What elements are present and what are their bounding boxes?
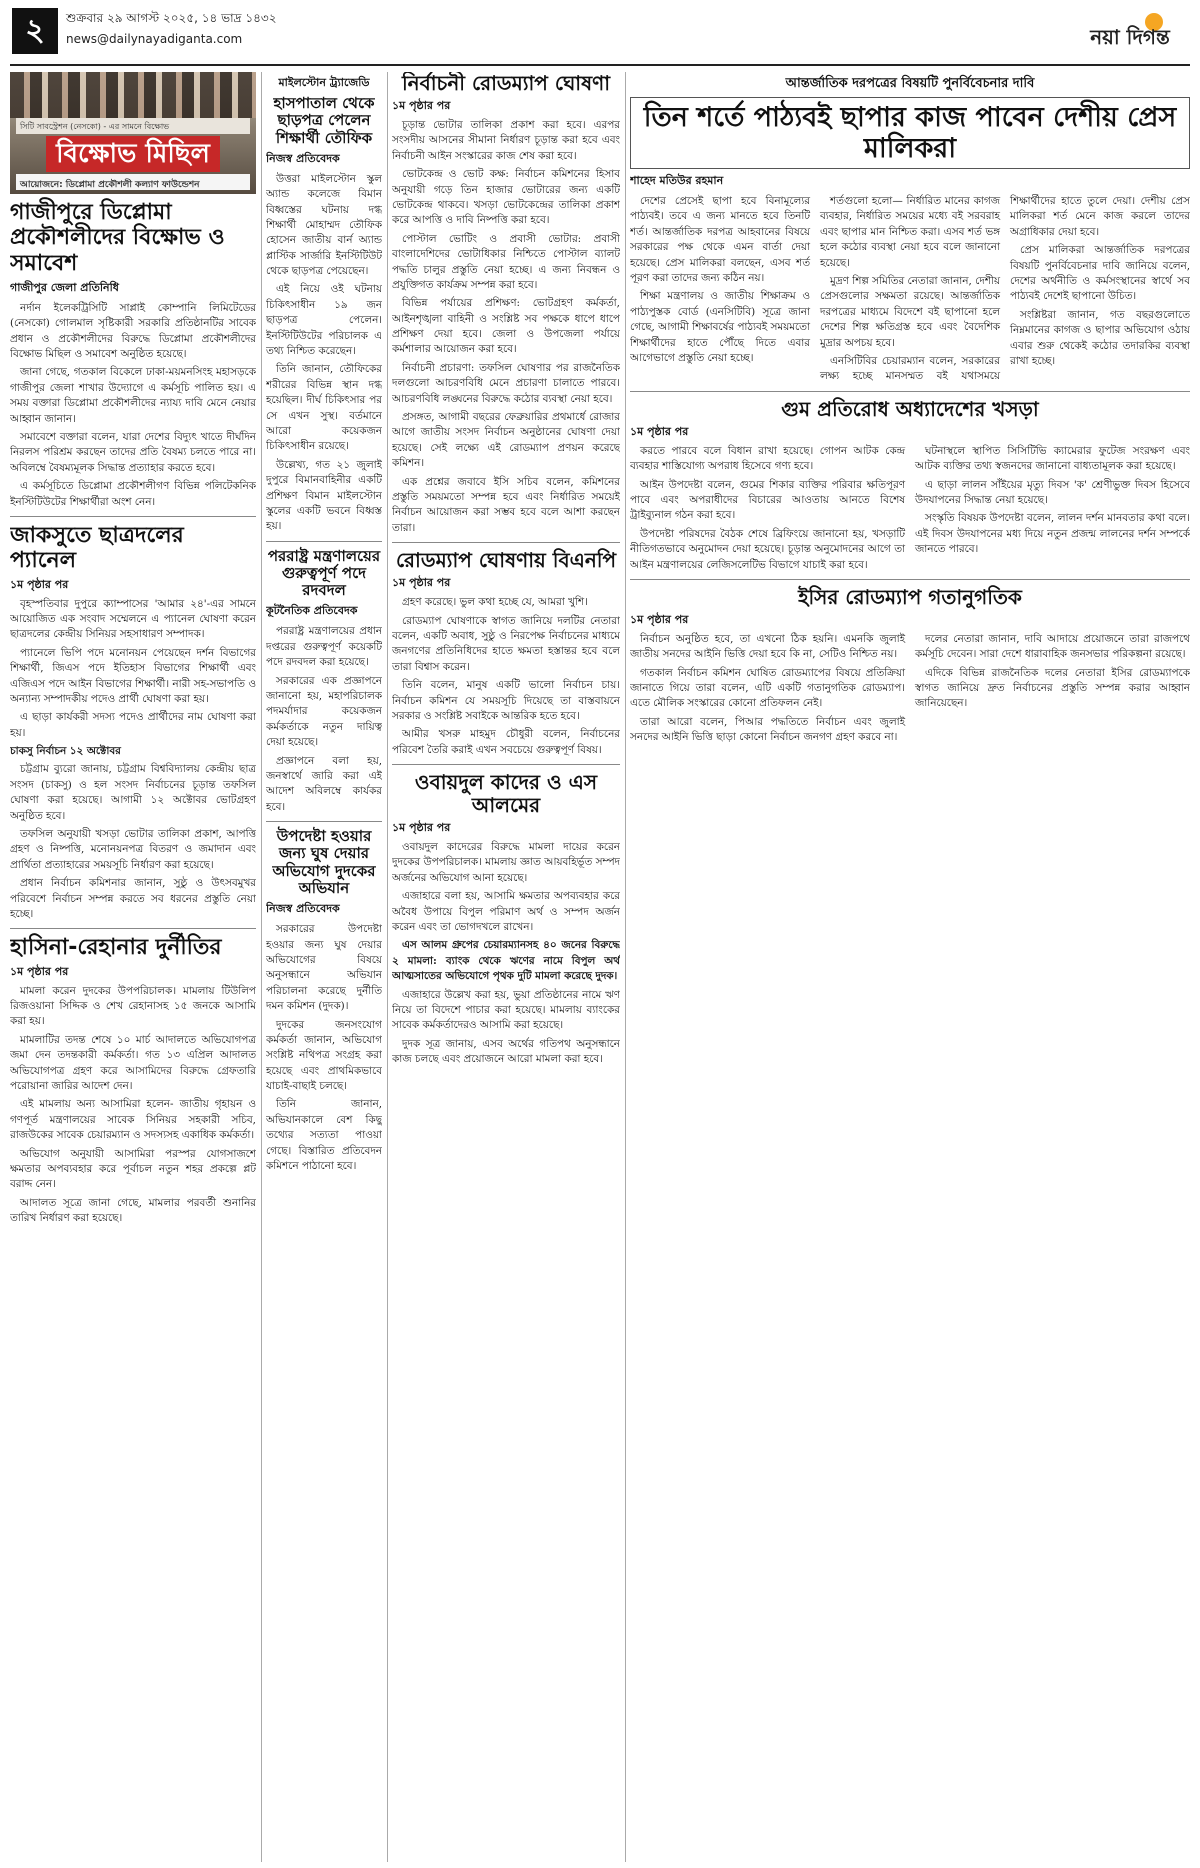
headline-press[interactable]: তিন শর্তে পাঠ্যবই ছাপার কাজ পাবেন দেশীয় প্রেস মালিকরা: [643, 102, 1177, 165]
continued-quader: ১ম পৃষ্ঠার পর: [392, 821, 451, 835]
body-eci: নির্বাচন অনুষ্ঠিত হবে, তা এখনো ঠিক হয়নি। এমনকি জুলাই জাতীয় সনদের আইনি ভিত্তি দেয়া হবে কি না, সেটিও নিশ্চিত নয়। গতকাল নির্বাচন কমিশন ঘোষিত রোডম্যাপের বিষয়ে প্রতিক্রিয়া জানাতে গিয়ে তারা বলেন, এটি একটি গতানুগতিক রোডম্যাপ। এতে মৌলিক সংস্কারের কোনো প্রতিফলন নেই। তারা আরো বলেন, পিআর পদ্ধতিতে নির্বাচন এবং জুলাই সনদের আইনি ভিত্তি ছাড়া কোনো নির্বাচন জনগণ গ্রহণ করবে না। দলের নেতারা জানান, দাবি আদায়ে প্রয়োজনে তারা রাজপথে কর্মসূচি দেবেন। সারা দেশে ধারাবাহিক জনসভার পরিকল্পনা রয়েছে। এদিকে বিভিন্ন রাজনৈতিক দলের নেতারা ইসির রোডম্যাপকে স্বাগত জানিয়ে দ্রুত নির্বাচনের প্রস্তুতি সম্পন্ন করার আহ্বান জানিয়েছেন।: [630, 632, 1190, 744]
column-2: [266, 72, 382, 1862]
column-divider: [261, 72, 262, 1862]
page-date: শুক্রবার ২৯ আগস্ট ২০২৫, ১৪ ভাদ্র ১৪৩২: [66, 11, 277, 25]
headline-quader[interactable]: ওবায়দুল কাদের ও এস আলমের: [414, 770, 598, 818]
kicker-tawfiq: মাইলস্টোন ট্র্যাজেডি: [278, 76, 370, 89]
column-1: [10, 72, 256, 1862]
crowd-image: [10, 72, 256, 118]
headline-foreign-ministry[interactable]: পররাষ্ট্র মন্ত্রণালয়ের গুরুত্বপূর্ণ পদে রদবদল: [267, 546, 381, 600]
body-gum: করতে পারবে বলে বিধান রাখা হয়েছে। গোপন আটক কেন্দ্র ব্যবহার শাস্তিযোগ্য অপরাধ হিসেবে গণ্য হবে। আইন উপদেষ্টা বলেন, গুমের শিকার ব্যক্তির পরিবার ক্ষতিপূরণ পাবে এবং অপরাধীদের বিচারের আওতায় আনতে বিশেষ ট্রাইব্যুনাল গঠন করা হবে। উপদেষ্টা পরিষদের বৈঠক শেষে ব্রিফিংয়ে জানানো হয়, খসড়াটি নীতিগতভাবে অনুমোদন দেয়া হয়েছে। চূড়ান্ত অনুমোদনের আগে তা আইন মন্ত্রণালয়ের লেজিসলেটিভ বিভাগে যাচাই করা হবে। ঘটনাস্থলে স্থাপিত সিসিটিভি ক্যামেরার ফুটেজ সংরক্ষণ এবং আটক ব্যক্তির তথ্য স্বজনদের জানানো বাধ্যতামূলক করা হয়েছে। এ ছাড়া লালন সাঁইয়ের মৃত্যু দিবস 'ক' শ্রেণীভুক্ত দিবস হিসেবে উদযাপনের সিদ্ধান্ত নেয়া হয়েছে। সংস্কৃতি বিষয়ক উপদেষ্টা বলেন, লালন দর্শন মানবতার কথা বলে। এই দিবস উদযাপনের মধ্য দিয়ে নতুন প্রজন্ম লালনের দর্শন সম্পর্কে জানতে পারবে।: [630, 444, 1190, 571]
continued-gum: ১ম পৃষ্ঠার পর: [630, 424, 689, 438]
byline-gazipur: গাজীপুর জেলা প্রতিনিধি: [10, 280, 119, 294]
continued-bnp: ১ম পৃষ্ঠার পর: [392, 576, 451, 590]
headline-eci[interactable]: ইসির রোডম্যাপ গতানুগতিক: [798, 584, 1022, 609]
photo-banner-top: সিটি সাবস্ট্রেশন (নেসকো) - এর সামনে বিক্ষোভ: [16, 118, 250, 134]
body-gazipur: নর্দান ইলেকট্রিসিটি সাপ্লাই কোম্পানি লিমিটেডের (নেসকো) গোলমাল সৃষ্টিকারী সরকারি প্রতিষ্ঠানটির সাবেক প্রধান ও প্রকৌশলীদের বিরুদ্ধে ডিপ্লোমা প্রকৌশলীদের বিক্ষোভ মিছিল ও সমাবেশ অনুষ্ঠিত হয়েছে। জানা গেছে, গতকাল বিকেলে ঢাকা-ময়মনসিংহ মহাসড়কে গাজীপুর জেলা শাখার উদ্যোগে এ কর্মসূচি পালিত হয়। এ সময় বক্তারা ডিপ্লোমা প্রকৌশলীদের ন্যায্য দাবি মেনে নেয়ার আহ্বান জানান। সমাবেশে বক্তারা বলেন, যারা দেশের বিদ্যুৎ খাতে দীর্ঘদিন নিরলস পরিশ্রম করছেন তাদের প্রতি বৈষম্য চলতে পারে না। অবিলম্বে বৈষম্যমূলক সিদ্ধান্ত প্রত্যাহার করতে হবে। এ কর্মসূচিতে ডিপ্লোমা প্রকৌশলীগণ বিভিন্ন পলিটেকনিক ইনস্টিটিউটের শিক্ষার্থীরা অংশ নেন।: [10, 301, 256, 508]
photo-banner-main: বিক্ষোভ মিছিল: [46, 136, 220, 172]
continued-eci: ১ম পৃষ্ঠার পর: [630, 612, 689, 626]
newspaper-logo[interactable]: [1070, 10, 1190, 54]
body-foreign-ministry: পররাষ্ট্র মন্ত্রণালয়ের প্রধান দপ্তরের গুরুত্বপূর্ণ কয়েকটি পদে রদবদল করা হয়েছে। সরকারের এক প্রজ্ঞাপনে জানানো হয়, মহাপরিচালক পদমর্যাদার কয়েকজন কর্মকর্তাকে নতুন দায়িত্ব দেয়া হয়েছে। প্রজ্ঞাপনে বলা হয়, জনস্বার্থে জারি করা এই আদেশ অবিলম্বে কার্যকর হবে।: [266, 625, 382, 813]
headline-hasina[interactable]: হাসিনা-রেহানার দুর্নীতির: [10, 935, 222, 961]
continued-jakshu: ১ম পৃষ্ঠার পর: [10, 577, 69, 591]
byline-foreign-ministry: কূটনৈতিক প্রতিবেদক: [266, 604, 358, 618]
continued-hasina: ১ম পৃষ্ঠার পর: [10, 964, 69, 978]
masthead-rule: [10, 64, 1190, 66]
body-roadmap: চূড়ান্ত ভোটার তালিকা প্রকাশ করা হবে। এরপর সংসদীয় আসনের সীমানা নির্ধারণ চূড়ান্ত করা হবে এবং নির্বাচনী আইন সংস্কারের কাজ শেষ করা হবে। ভোটকেন্দ্র ও ভোট কক্ষ: নির্বাচন কমিশনের হিসাব অনুযায়ী গড়ে তিন হাজার ভোটারের জন্য একটি ভোটকেন্দ্র থাকবে। খসড়া ভোটকেন্দ্রের তালিকা প্রকাশ করে আপত্তি ও দাবি নিষ্পত্তি করা হবে। পোস্টাল ভোটিং ও প্রবাসী ভোটার: প্রবাসী বাংলাদেশিদের ভোটাধিকার নিশ্চিতে পোস্টাল ব্যালট পদ্ধতি চালুর প্রস্তুতি নেয়া হচ্ছে। এ জন্য নিবন্ধন ও প্রযুক্তিগত কার্যক্রম সম্পন্ন করা হবে। বিভিন্ন পর্যায়ের প্রশিক্ষণ: ভোটগ্রহণ কর্মকর্তা, আইনশৃঙ্খলা বাহিনী ও সংশ্লিষ্ট সব পক্ষকে ধাপে ধাপে প্রশিক্ষণ দেয়া হবে। জেলা ও উপজেলা পর্যায়ে কর্মশালার আয়োজন করা হবে। নির্বাচনী প্রচারণা: তফসিল ঘোষণার পর রাজনৈতিক দলগুলো আচরণবিধি মেনে প্রচারণা চালাতে পারবে। আচরণবিধি লঙ্ঘনের বিরুদ্ধে কঠোর ব্যবস্থা নেয়া হবে। প্রসঙ্গত, আগামী বছরের ফেব্রুয়ারির প্রথমার্ধে রোজার আগে জাতীয় সংসদ নির্বাচন অনুষ্ঠানের ঘোষণা দেয়া হয়েছে। সেই লক্ষ্যে এই রোডম্যাপ প্রণয়ন করেছে কমিশন। এক প্রশ্নের জবাবে ইসি সচিব বলেন, কমিশনের প্রস্তুতি সময়মতো সম্পন্ন হবে এবং নির্ধারিত সময়েই নির্বাচন আয়োজন করা সম্ভব হবে বলে আশা করছেন তারা।: [392, 119, 620, 534]
body-hasina: মামলা করেন দুদকের উপপরিচালক। মামলায় টিউলিপ রিজওয়ানা সিদ্দিক ও শেখ রেহানাসহ ১৫ জনকে আসামি করা হয়। মামলাটির তদন্ত শেষে ১০ মার্চ আদালতে অভিযোগপত্র জমা দেন তদন্তকারী কর্মকর্তা। গত ১৩ এপ্রিল আদালত অভিযোগপত্র গ্রহণ করে আসামিদের বিরুদ্ধে গ্রেফতারি পরোয়ানা জারির আদেশ দেন। এই মামলায় অন্য আসামিরা হলেন- জাতীয় গৃহায়ন ও গণপূর্ত মন্ত্রণালয়ের সাবেক সিনিয়র সহকারী সচিব, রাজউকের সাবেক চেয়ারম্যান ও সদস্যসহ একাধিক কর্মকর্তা। অভিযোগ অনুযায়ী আসামিরা পরস্পর যোগসাজশে ক্ষমতার অপব্যবহার করে পূর্বাচল নতুন শহর প্রকল্পে প্লট বরাদ্দ নেন। আদালত সূত্রে জানা গেছে, মামলার পরবর্তী শুনানির তারিখ নির্ধারণ করা হয়েছে।: [10, 984, 256, 1225]
column-divider: [387, 72, 388, 1862]
headline-jakshu[interactable]: জাকসুতে ছাত্রদলের প্যানেল: [10, 522, 184, 574]
byline-dudok: নিজস্ব প্রতিবেদক: [266, 902, 340, 916]
photo-banner-bottom: আয়োজনে: ডিপ্লোমা প্রকৌশলী কল্যাণ ফাউন্ডেশন: [16, 174, 250, 190]
column-divider: [625, 72, 626, 1862]
body-dudok: সরকারের উপদেষ্টা হওয়ার জন্য ঘুষ দেয়ার অভিযোগের বিষয়ে অনুসন্ধানে অভিযান পরিচালনা করেছে দুর্নীতি দমন কমিশন (দুদক)। দুদকের জনসংযোগ কর্মকর্তা জানান, অভিযোগ সংশ্লিষ্ট নথিপত্র সংগ্রহ করা হয়েছে এবং প্রাথমিকভাবে যাচাই-বাছাই চলছে। তিনি জানান, অভিযানকালে বেশ কিছু তথ্যের সত্যতা পাওয়া গেছে। বিস্তারিত প্রতিবেদন কমিশনে পাঠানো হবে।: [266, 923, 382, 1173]
headline-gazipur[interactable]: গাজীপুরে ডিপ্লোমা প্রকৌশলীদের বিক্ষোভ ও সমাবেশ: [10, 200, 225, 276]
headline-roadmap[interactable]: নির্বাচনী রোডম্যাপ ঘোষণা: [401, 72, 611, 95]
body-tawfiq: উত্তরা মাইলস্টোন স্কুল অ্যান্ড কলেজে বিমান বিধ্বস্তের ঘটনায় দগ্ধ শিক্ষার্থী মোহাম্মদ তৌফিক হোসেন জাতীয় বার্ন অ্যান্ড প্লাস্টিক সার্জারি ইনস্টিটিউট থেকে ছাড়পত্র পেয়েছেন। এই নিয়ে ওই ঘটনায় চিকিৎসাধীন ১৯ জন ছাড়পত্র পেলেন। ইনস্টিটিউটের পরিচালক এ তথ্য নিশ্চিত করেছেন। তিনি জানান, তৌফিকের শরীরের বিভিন্ন স্থান দগ্ধ হয়েছিল। দীর্ঘ চিকিৎসার পর সে এখন সুস্থ। বর্তমানে আরো কয়েকজন চিকিৎসাধীন রয়েছে। উল্লেখ্য, গত ২১ জুলাই দুপুরে বিমানবাহিনীর একটি প্রশিক্ষণ বিমান মাইলস্টোন স্কুলের একটি ভবনে বিধ্বস্ত হয়।: [266, 172, 382, 533]
column-4: [630, 72, 1190, 1862]
body-bnp: গ্রহণ করেছে। ভুল কথা হচ্ছে যে, আমরা খুশি। রোডম্যাপ ঘোষণাকে স্বাগত জানিয়ে দলটির নেতারা বলেন, একটি অবাধ, সুষ্ঠু ও নিরপেক্ষ নির্বাচনের মাধ্যমে জনগণের প্রতিনিধিদের হাতে ক্ষমতা হস্তান্তর হবে বলে তারা বিশ্বাস করেন। তিনি বলেন, মানুষ একটি ভালো নির্বাচন চায়। নির্বাচন কমিশন যে সময়সূচি দিয়েছে তা বাস্তবায়নে সরকার ও সংশ্লিষ্ট সবাইকে আন্তরিক হতে হবে। আমীর খসরু মাহমুদ চৌধুরী বলেন, নির্বাচনের পরিবেশ তৈরি করাই এখন সবচেয়ে গুরুত্বপূর্ণ বিষয়।: [392, 596, 620, 756]
headline-box-press: [630, 97, 1190, 169]
protest-photo: [10, 72, 256, 194]
kicker-press: আন্তর্জাতিক দরপত্রের বিষয়টি পুনর্বিবেচনার দাবি: [785, 76, 1035, 91]
column-3: [392, 72, 620, 1862]
headline-gum[interactable]: গুম প্রতিরোধ অধ্যাদেশের খসড়া: [781, 396, 1039, 421]
page-number: ২: [12, 8, 58, 54]
headline-bnp[interactable]: রোডম্যাপ ঘোষণায় বিএনপি: [395, 548, 617, 573]
headline-tawfiq[interactable]: হাসপাতাল থেকে ছাড়পত্র পেলেন শিক্ষার্থী তৌফিক: [273, 94, 375, 147]
byline-tawfiq: নিজস্ব প্রতিবেদক: [266, 151, 340, 165]
continued-roadmap: ১ম পৃষ্ঠার পর: [392, 99, 451, 112]
byline-press: শাহেদ মতিউর রহমান: [630, 174, 724, 188]
masthead: [0, 0, 1200, 62]
body-jakshu: বৃহস্পতিবার দুপুরে ক্যাম্পাসের 'আমার ২৪'-এর সামনে আয়োজিত এক সংবাদ সম্মেলনে এ প্যানেল ঘোষণা করেন ছাত্রদলের কেন্দ্রীয় সিনিয়র সহসাধারণ সম্পাদক। প্যানেলে ভিপি পদে মনোনয়ন পেয়েছেন দর্শন বিভাগের শিক্ষার্থী, জিএস পদে ইতিহাস বিভাগের শিক্ষার্থী এবং এজিএস পদে আইন বিভাগের শিক্ষার্থী। নারী সহ-সভাপতি ও অন্যান্য সম্পাদকীয় পদেও প্রার্থী ঘোষণা করা হয়। এ ছাড়া কার্যকরী সদস্য পদেও প্রার্থীদের নাম ঘোষণা করা হয়। চাকসু নির্বাচন ১২ অক্টোবর চট্টগ্রাম ব্যুরো জানায়, চট্টগ্রাম বিশ্ববিদ্যালয় কেন্দ্রীয় ছাত্র সংসদ (চাকসু) ও হল সংসদ নির্বাচনের চূড়ান্ত তফসিল ঘোষণা করা হয়েছে। আগামী ১২ অক্টোবর ভোটগ্রহণ অনুষ্ঠিত হবে। তফসিল অনুযায়ী খসড়া ভোটার তালিকা প্রকাশ, আপত্তি গ্রহণ ও নিষ্পত্তি, মনোনয়নপত্র বিতরণ ও জমাদান এবং প্রার্থিতা প্রত্যাহারের সময়সূচি নির্ধারণ করা হয়েছে। প্রধান নির্বাচন কমিশনার জানান, সুষ্ঠু ও উৎসবমুখর পরিবেশে নির্বাচন সম্পন্ন করতে সব ধরনের প্রস্তুতি নেয়া হচ্ছে।: [10, 597, 256, 920]
headline-dudok[interactable]: উপদেষ্টা হওয়ার জন্য ঘুষ দেয়ার অভিযোগ দুদকের অভিযান: [272, 827, 376, 897]
email-link[interactable]: news@dailynayadiganta.com: [66, 32, 243, 46]
logo-text: নয়া দিগন্ত: [1090, 25, 1170, 49]
body-quader: ওবায়দুল কাদেরের বিরুদ্ধে মামলা দায়ের করেন দুদকের উপপরিচালক। মামলায় জ্ঞাত আয়বহির্ভূত সম্পদ অর্জনের অভিযোগ আনা হয়েছে। এজাহারে বলা হয়, আসামি ক্ষমতার অপব্যবহার করে অবৈধ উপায়ে বিপুল পরিমাণ অর্থ ও সম্পদ অর্জন করেন এবং তা ভোগদখলে রাখেন। এস আলম গ্রুপের চেয়ারম্যানসহ ৪০ জনের বিরুদ্ধে ২ মামলা: ব্যাংক থেকে ঋণের নামে বিপুল অর্থ আত্মসাতের অভিযোগে পৃথক দুটি মামলা করেছে দুদক। এজাহারে উল্লেখ করা হয়, ভুয়া প্রতিষ্ঠানের নামে ঋণ নিয়ে তা বিদেশে পাচার করা হয়েছে। মামলায় ব্যাংকের সাবেক কর্মকর্তাদেরও আসামি করা হয়েছে। দুদক সূত্র জানায়, এসব অর্থের গতিপথ অনুসন্ধানে কাজ চলছে এবং প্রয়োজনে আরো মামলা করা হবে।: [392, 841, 620, 1066]
body-press: দেশের প্রেসেই ছাপা হবে বিনামূল্যের পাঠ্যবই। তবে এ জন্য মানতে হবে তিনটি শর্ত। আন্তর্জাতিক দরপত্র আহবানের বিষয়ে সরকারের পক্ষ থেকে এমন বার্তা দেয়া হয়েছে। প্রেস মালিকরা বলছেন, এসব শর্ত পূরণ করা তাদের জন্য কঠিন নয়। শিক্ষা মন্ত্রণালয় ও জাতীয় শিক্ষাক্রম ও পাঠ্যপুস্তক বোর্ড (এনসিটিবি) সূত্রে জানা গেছে, আগামী শিক্ষাবর্ষের পাঠ্যবই সময়মতো শিক্ষার্থীদের হাতে পৌঁছে দিতে এবার আগেভাগে প্রস্তুতি নেয়া হচ্ছে। শর্তগুলো হলো— নির্ধারিত মানের কাগজ ব্যবহার, নির্ধারিত সময়ের মধ্যে বই সরবরাহ এবং ছাপার মান নিশ্চিত করা। এসব শর্ত ভঙ্গ হলে কঠোর ব্যবস্থা নেয়া হবে বলে জানানো হয়েছে। মুদ্রণ শিল্প সমিতির নেতারা জানান, দেশীয় প্রেসগুলোর সক্ষমতা রয়েছে। আন্তর্জাতিক দরপত্রের মাধ্যমে বিদেশে বই ছাপানো হলে দেশের শিল্প ক্ষতিগ্রস্ত হবে এবং বৈদেশিক মুদ্রার অপচয় হবে। এনসিটিবির চেয়ারম্যান বলেন, সরকারের লক্ষ্য হচ্ছে মানসম্মত বই যথাসময়ে শিক্ষার্থীদের হাতে তুলে দেয়া। দেশীয় প্রেস মালিকরা শর্ত মেনে কাজ করলে তাদের অগ্রাধিকার দেয়া হবে। প্রেস মালিকরা আন্তর্জাতিক দরপত্রের বিষয়টি পুনর্বিবেচনার দাবি জানিয়ে বলেন, দেশের অর্থনীতি ও কর্মসংস্থানের স্বার্থে সব পাঠ্যবই দেশেই ছাপানো উচিত। সংশ্লিষ্টরা জানান, গত বছরগুলোতে নিম্নমানের কাগজ ও ছাপার অভিযোগ ওঠায় এবার শুরু থেকেই কঠোর তদারকির ব্যবস্থা রাখা হচ্ছে।: [630, 195, 1190, 383]
